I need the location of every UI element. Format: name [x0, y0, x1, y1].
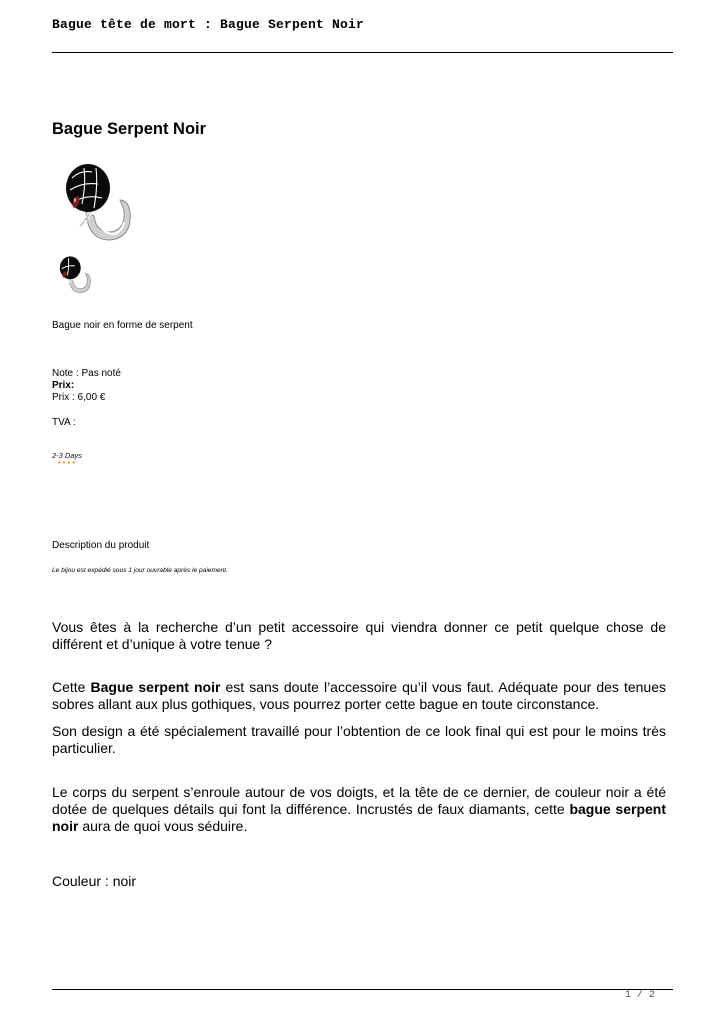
paragraph-details-end: aura de quoi vous séduire.	[78, 818, 248, 834]
ring-image[interactable]	[58, 160, 138, 242]
paragraph-details	[52, 784, 666, 835]
page-number: 1 / 2	[625, 990, 656, 1001]
color-line: Couleur : noir	[52, 873, 137, 889]
paragraph-details-start: Le corps du serpent s’enroule autour de vos doigts, et la tête de ce dernier, de couleur noir a été dotée de quelques détails qui font la différence. Incrustés de faux diamants, cette	[52, 784, 666, 817]
delivery-days: 2-3 Days	[52, 451, 83, 460]
product-title: Bague Serpent Noir	[52, 120, 207, 138]
page-header-title: Bague tête de mort : Bague Serpent Noir	[52, 17, 365, 32]
description-heading: Description du produit	[52, 540, 150, 551]
rating-label: Note : Pas noté	[52, 368, 121, 379]
header-rule	[52, 52, 673, 53]
paragraph-product-start: Cette	[52, 679, 91, 695]
ring-thumbnail[interactable]	[56, 254, 94, 294]
footer-rule	[52, 989, 673, 990]
price-heading: Prix:	[52, 380, 75, 391]
paragraph-intro: Vous êtes à la recherche d’un petit accessoire qui viendra donner ce petit quelque chose de différent et d’unique à votre tenue ?	[52, 619, 666, 652]
shipping-note: Le bijou est expédié sous 1 jour ouvrable après le paiement.	[52, 567, 228, 574]
price-line: Prix : 6,00 €	[52, 392, 106, 403]
product-name-bold: bague serpent noir	[52, 801, 666, 834]
short-description: Bague noir en forme de serpent	[52, 320, 193, 331]
paragraph-design: Son design a été spécialement travaillé pour l’obtention de ce look final qui est pour le moins très particulier.	[52, 723, 666, 756]
paragraph-product-end: est sans doute l’accessoire qu’il vous faut. Adéquate pour des tenues sobres allant aux plus gothiques, vous pourrez porter cette bague en toute circonstance.	[52, 679, 666, 712]
paragraph-product	[52, 679, 666, 713]
tva-label: TVA :	[52, 417, 76, 428]
delivery-stars: ★★★★	[57, 460, 77, 466]
product-name-link: Bague serpent noir	[90, 679, 221, 695]
